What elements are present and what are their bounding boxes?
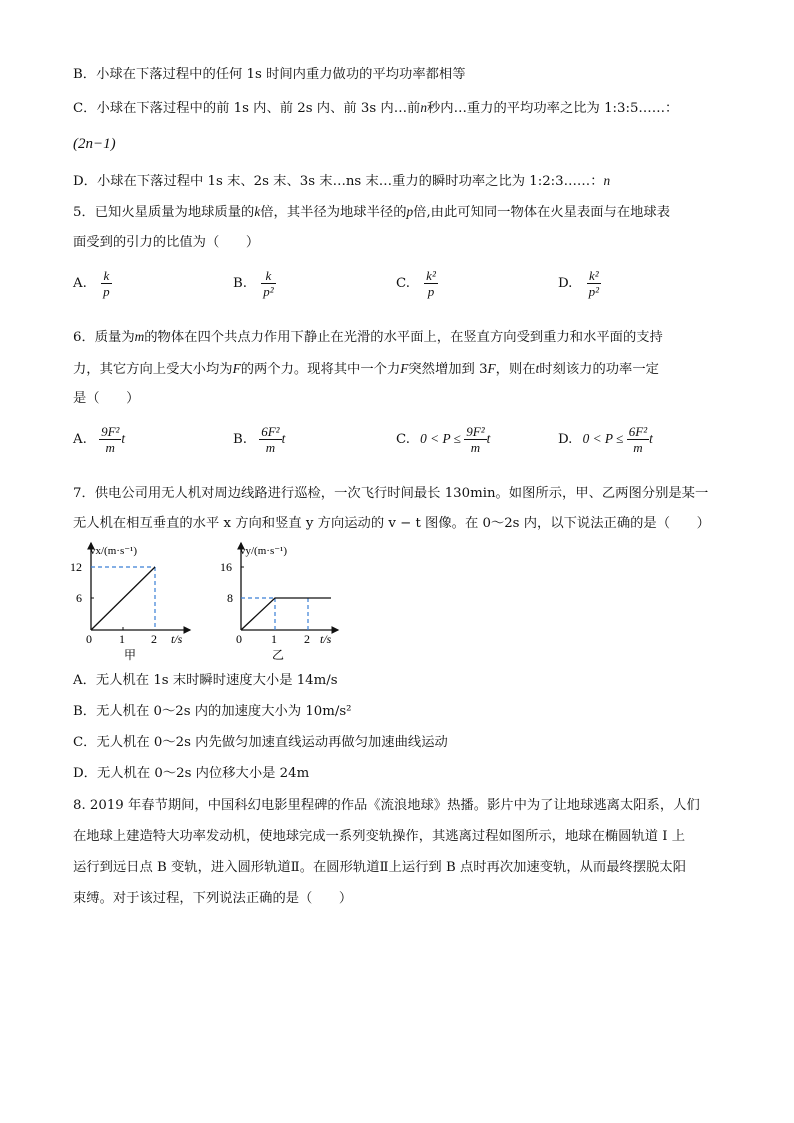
y-tick-label-16: 16 [220,560,232,574]
q7-option-c[interactable]: C．无人机在 0～2s 内先做匀加速直线运动再做匀加速曲线运动 [73,735,448,750]
q6-option-b[interactable]: B. $\frac{\text{6F²}}{m}$ t [233,424,286,455]
q7-stem-line2: 无人机在相互垂直的水平 x 方向和竖直 y 方向运动的 v − t 图像。在 0～2s 内，以下说法正确的是（ ） [73,516,710,531]
vx-t-graph-jia [70,538,200,663]
y-tick-label-6: 6 [76,591,82,605]
q5-stem-line2: 面受到的引力的比值为（ ） [73,235,260,250]
q4-option-b: B．小球在下落过程中的任何 1s 时间内重力做功的平均功率都相等 [73,67,466,82]
vy-line [241,598,331,630]
q8-stem-line4: 束缚。对于该过程，下列说法正确的是（ ） [73,891,353,906]
origin-label: 0 [86,632,92,646]
y-axis-label: vx/(m·s⁻¹) [90,545,137,557]
vy-t-graph-yi [220,538,350,663]
q5-option-d[interactable]: D. $\frac{\text{k²}}{\text{p²}}$ [558,268,600,299]
q8-stem-line2: 在地球上建造特大功率发动机，使地球完成一系列变轨操作，其逃离过程如图所示，地球在椭圆轨道 I 上 [73,829,686,844]
q6-option-c[interactable]: C. 0 < P ≤ $\frac{\text{9F²}}{m}$ t [396,424,491,455]
q4-option-c-line1: C．小球在下落过程中的前 1s 内、前 2s 内、前 3s 内…前n秒内…重力的平均功率之比为 1:3:5……： [73,100,679,116]
q4-option-c-line2: (2n−1) [73,136,116,152]
q8-stem-line1: 8. 2019 年春节期间，中国科幻电影里程碑的作品《流浪地球》热播。影片中为了让地球逃离太阳系，人们 [73,798,700,813]
q5-option-b[interactable]: B. $\frac{k}{\text{p²}}$ [233,268,274,299]
q5-stem-line1: 5．已知火星质量为地球质量的k倍，其半径为地球半径的p倍,由此可知同一物体在火星表面与在地球表 [73,204,671,220]
x-tick-label-2: 2 [304,632,310,646]
y-tick-label-8: 8 [227,591,233,605]
q8-stem-line3: 运行到远日点 B 变轨，进入圆形轨道Ⅱ。在圆形轨道Ⅱ上运行到 B 点时再次加速变轨，从而最终摆脱太阳 [73,860,686,875]
q6-option-a[interactable]: A. $\frac{\text{9F²}}{m}$ t [73,424,126,455]
q7-option-d[interactable]: D．无人机在 0～2s 内位移大小是 24m [73,766,310,781]
x-tick-label-2: 2 [151,632,157,646]
figure-caption-jia: 甲 [124,648,137,662]
figure-caption-yi: 乙 [272,648,285,662]
x-tick-label-1: 1 [271,632,277,646]
x-axis-label: t/s [320,632,332,646]
y-tick-label-12: 12 [70,560,82,574]
q4-option-d: D．小球在下落过程中 1s 末、2s 末、3s 末…ns 末…重力的瞬时功率之比为 1:2:3……：n [73,173,611,189]
x-axis-label: t/s [171,632,183,646]
q6-stem-line1: 6．质量为m的物体在四个共点力作用下静止在光滑的水平面上，在竖直方向受到重力和水平面的支持 [73,329,663,345]
q7-option-b[interactable]: B．无人机在 0～2s 内的加速度大小为 10m/s² [73,704,352,719]
q6-stem-line3: 是（ ） [73,391,140,406]
x-tick-label-1: 1 [119,632,125,646]
q5-option-a[interactable]: A. $\frac{k}{p}$ [73,268,110,299]
y-axis-label: vy/(m·s⁻¹) [240,545,287,557]
vx-line [91,567,155,630]
origin-label: 0 [236,632,242,646]
q6-stem-line2: 力，其它方向上受大小均为F的两个力。现将其中一个力F突然增加到 3F，则在t时刻该力的功率一定 [73,361,659,377]
q7-option-a[interactable]: A．无人机在 1s 末时瞬时速度大小是 14m/s [73,673,338,688]
q7-stem-line1: 7．供电公司用无人机对周边线路进行巡检，一次飞行时间最长 130min。如图所示，甲、乙两图分别是某一 [73,486,709,501]
q5-option-c[interactable]: C. $\frac{\text{k²}}{p}$ [396,268,436,299]
q6-option-d[interactable]: D. 0 < P ≤ $\frac{\text{6F²}}{m}$ t [558,424,653,455]
